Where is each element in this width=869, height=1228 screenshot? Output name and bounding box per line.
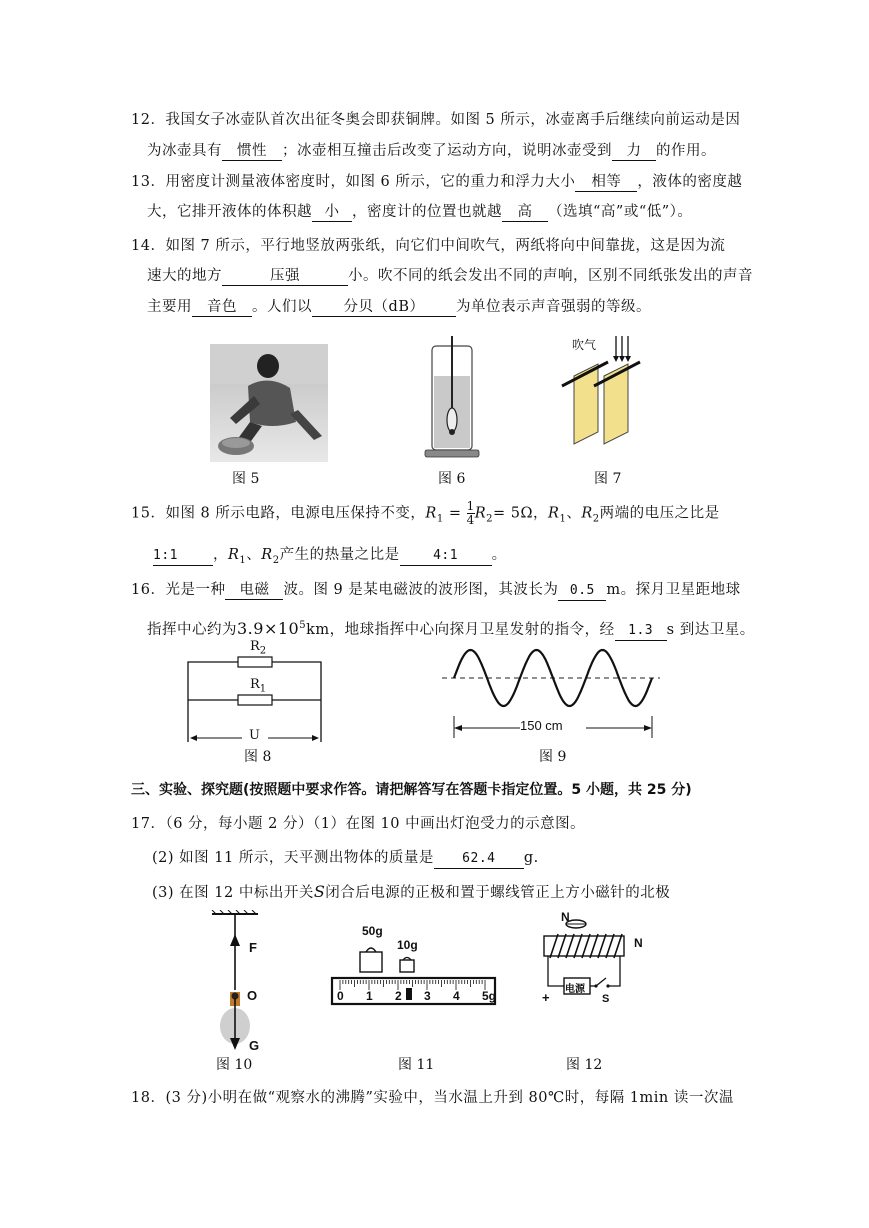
figure-6-hydrometer <box>422 336 482 462</box>
q18-line1: 18．(3 分)小明在做“观察水的沸腾”实验中，当水温上升到 80℃时，每隔 1min 读一次温 <box>131 1090 734 1106</box>
figure-8-u-label: U <box>249 728 260 743</box>
q13-line1: 13．用密度计测量液体密度时，如图 6 所示，它的重力和浮力大小 相等 ，液体的密度越 <box>131 174 743 190</box>
figure-9-caption: 图 9 <box>539 749 567 765</box>
q12-answer-1: 惯性 <box>222 142 282 161</box>
figure-12-switch-label: S <box>602 993 610 1005</box>
figure-10-o-label: O <box>247 988 258 1003</box>
q16-answer-2: 0.5 <box>558 582 606 601</box>
figure-11-weight-10g: 10g <box>397 938 418 952</box>
q15-line1: 15．如图 8 所示电路，电源电压保持不变，$R_1$ = $\frac{1}{4}$ $R_2= 5\Omega$，$R_1$、$R_2$两端的电压之比是 <box>131 499 720 527</box>
q13-answer-3: 高 <box>502 203 548 222</box>
ruler-tick-label: 3 <box>424 989 431 1003</box>
q14-answer-1: 压强 <box>222 267 348 286</box>
q15-answer-1: 1:1 <box>153 547 213 566</box>
q12-answer-2: 力 <box>612 142 656 161</box>
figure-5-caption: 图 5 <box>232 471 260 487</box>
q14-answer-3: 分贝（dB） <box>312 298 456 317</box>
section-3-title: 三、实验、探究题(按照题中要求作答。请把解答写在答题卡指定位置。5 小题，共 25 分) <box>131 782 692 798</box>
q15-line2: 1:1 ，$R_1$、$R_2$产生的热量之比是 4:1 。 <box>153 547 507 566</box>
q17-line1: 17．（6 分，每小题 2 分）（1）在图 10 中画出灯泡受力的示意图。 <box>131 816 586 832</box>
hydrometer-diagram <box>422 336 482 462</box>
curling-photo-image <box>210 344 328 462</box>
q14-answer-2: 音色 <box>192 298 252 317</box>
q13-answer-2: 小 <box>312 203 352 222</box>
figure-11-caption: 图 11 <box>398 1057 435 1073</box>
solenoid-circuit-diagram <box>536 912 640 1006</box>
figure-12-plus: + <box>542 990 550 1005</box>
figure-7-caption: 图 7 <box>594 471 622 487</box>
figure-6-caption: 图 6 <box>438 471 466 487</box>
figure-10-f-label: F <box>249 940 257 955</box>
ruler-tick-label: 0 <box>337 989 344 1003</box>
ruler-tick-label: 4 <box>453 989 460 1003</box>
ruler-tick-label: 5g <box>482 989 497 1003</box>
q16-line1: 16．光是一种 电磁 波。图 9 是某电磁波的波形图，其波长为 0.5 m。探月卫星距地球 <box>131 580 741 601</box>
q16-line2: 指挥中心约为$3.9\times 10^5km$，地球指挥中心向探月卫星发射的指令，经 1.3 s 到达卫星。 <box>147 616 755 641</box>
figure-12-solenoid <box>536 912 640 1006</box>
q13-answer-1: 相等 <box>575 173 637 192</box>
figure-10-bulb <box>208 910 268 1050</box>
bulb-force-diagram <box>208 910 268 1050</box>
figure-10-caption: 图 10 <box>216 1057 253 1073</box>
q14-line3: 主要用 音色 。人们以 分贝（dB） 为单位表示声音强弱的等级。 <box>147 299 651 315</box>
figure-12-source-label: 电源 <box>565 984 585 995</box>
q17-line3: (3) 在图 12 中标出开关S闭合后电源的正极和置于螺线管正上方小磁针的北极 <box>152 882 671 901</box>
q17-line2: (2) 如图 11 所示，天平测出物体的质量是 62.4 g. <box>152 848 539 869</box>
q12-line1: 12．我国女子冰壶队首次出征冬奥会即获铜牌。如图 5 所示，冰壶离手后继续向前运动是因 <box>131 112 741 128</box>
figure-8-r2-label: $R_2$ <box>250 639 267 657</box>
figure-8-caption: 图 8 <box>244 749 272 765</box>
balance-beam-diagram <box>330 922 498 1008</box>
q14-line2: 速大的地方 压强 小。吹不同的纸会发出不同的声响，区别不同纸张发出的声音 <box>147 268 753 284</box>
fraction-one-quarter: $\frac{1}{4}$ <box>466 499 475 527</box>
figure-8-r1-label: $R_1$ <box>250 677 267 695</box>
q16-answer-1: 电磁 <box>225 581 283 600</box>
ruler-tick-label: 2 <box>395 989 402 1003</box>
figure-10-g-label: G <box>249 1038 260 1053</box>
q15-answer-2: 4:1 <box>400 547 492 566</box>
figure-5-curling-photo <box>210 344 328 462</box>
q14-line1: 14．如图 7 所示，平行地竖放两张纸，向它们中间吹气，两纸将向中间靠拢，这是因为流 <box>131 238 726 254</box>
q13-line2: 大，它排开液体的体积越 小 ，密度计的位置也就越 高 （选填“高”或“低”）。 <box>147 204 693 220</box>
ruler-tick-label: 1 <box>366 989 373 1003</box>
q16-answer-3: 1.3 <box>615 622 667 641</box>
figure-12-caption: 图 12 <box>566 1057 603 1073</box>
figure-12-n-top: N <box>561 910 570 924</box>
figure-11-balance <box>330 922 498 1008</box>
q17-answer-1: 62.4 <box>434 850 524 869</box>
figure-12-n-right: N <box>634 936 643 950</box>
q12-line2: 为冰壶具有 惯性 ；冰壶相互撞击后改变了运动方向，说明冰壶受到 力 的作用。 <box>147 143 716 159</box>
figure-7-blow-label: 吹气 <box>572 338 597 352</box>
figure-9-span-label: 150 cm <box>520 718 563 733</box>
figure-11-weight-50g: 50g <box>362 924 383 938</box>
